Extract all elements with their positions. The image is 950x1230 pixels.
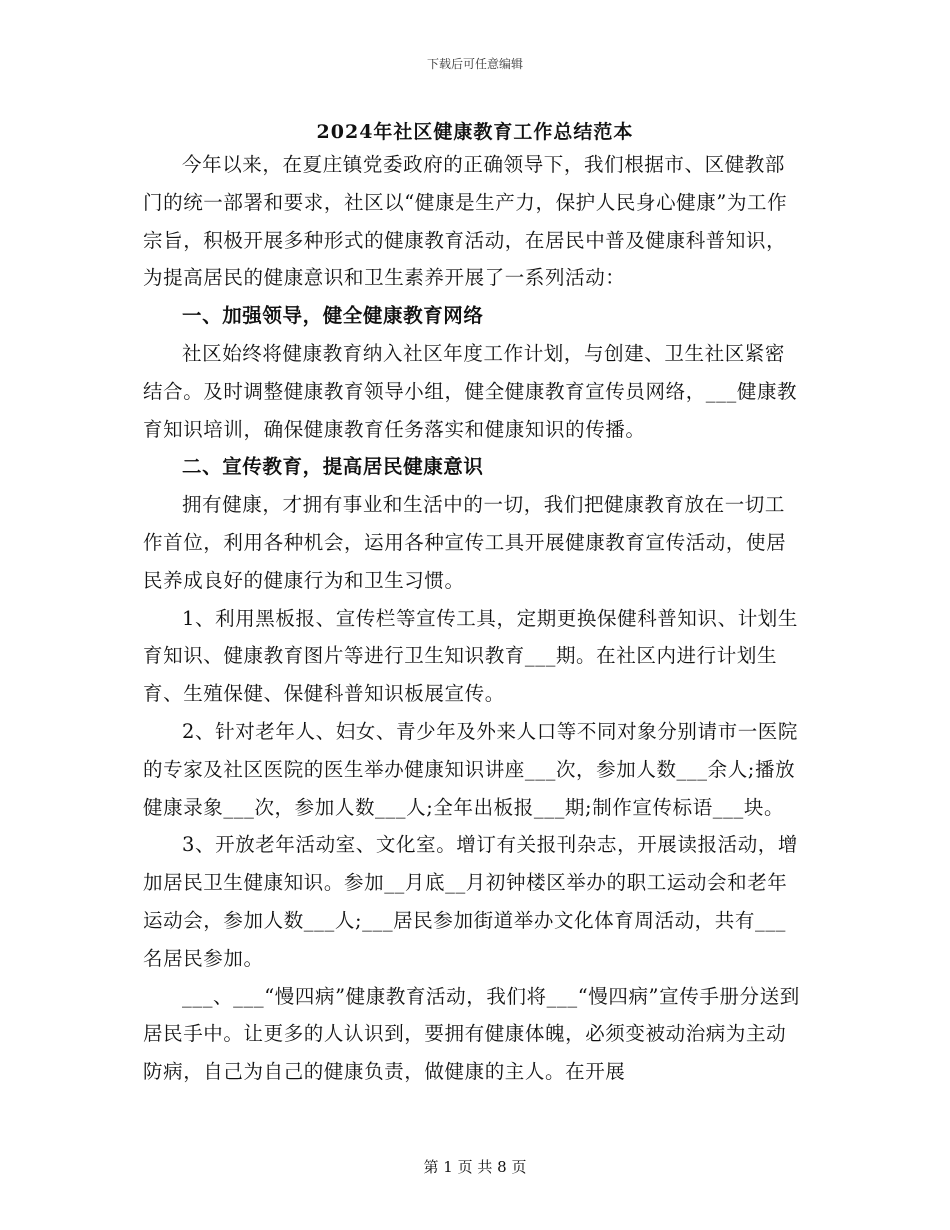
list-paragraph-3: 3、开放老年活动室、文化室。增订有关报刊杂志，开展读报活动，增加居民卫生健康知识。参加__月底__月初钟楼区举办的职工运动会和老年运动会，参加人数___人;___居民参加街道举办文化体育周活动，共有___名居民参加。 (143, 833, 799, 970)
list-paragraph-1: 1、利用黑板报、宣传栏等宣传工具，定期更换保健科普知识、计划生育知识、健康教育图片等进行卫生知识教育___期。在社区内进行计划生育、生殖保健、保健科普知识板展宣传。 (143, 606, 799, 706)
intro-paragraph: 今年以来，在夏庄镇党委政府的正确领导下，我们根据市、区健教部门的统一部署和要求，社区以“健康是生产力，保护人民身心健康”为工作宗旨，积极开展多种形式的健康教育活动，在居民中普及健康科普知识，为提高居民的健康意识和卫生素养开展了一系列活动： (143, 153, 788, 290)
body-paragraph: 社区始终将健康教育纳入社区年度工作计划，与创建、卫生社区紧密结合。及时调整健康教育领导小组，健全健康教育宣传员网络，___健康教育知识培训，确保健康教育任务落实和健康知识的传播。 (143, 341, 798, 441)
body-paragraph: ___、___“慢四病”健康教育活动，我们将___“慢四病”宣传手册分送到居民手中。让更多的人认识到，要拥有健康体魄，必须变被动治病为主动防病，自己为自己的健康负责，做健康的主人。在开展 (143, 984, 800, 1084)
page-footer: 第 1 页 共 8 页 (423, 1158, 527, 1176)
header-note: 下载后可任意编辑 (426, 57, 523, 71)
document-title: 2024年社区健康教育工作总结范本 (316, 121, 634, 143)
document-body (143, 146, 803, 1091)
body-paragraph: 拥有健康，才拥有事业和生活中的一切，我们把健康教育放在一切工作首位，利用各种机会，运用各种宣传工具开展健康教育宣传活动，使居民养成良好的健康行为和卫生习惯。 (143, 493, 787, 592)
section-heading-2: 二、宣传教育，提高居民健康意识 (182, 455, 484, 479)
section-heading-1: 一、加强领导，健全健康教育网络 (182, 304, 484, 328)
list-paragraph-2: 2、针对老年人、妇女、青少年及外来人口等不同对象分别请市一医院的专家及社区医院的医生举办健康知识讲座___次，参加人数___余人;播放健康录象___次，参加人数___人;全年出板报___期;制作宣传标语___块。 (143, 719, 799, 819)
